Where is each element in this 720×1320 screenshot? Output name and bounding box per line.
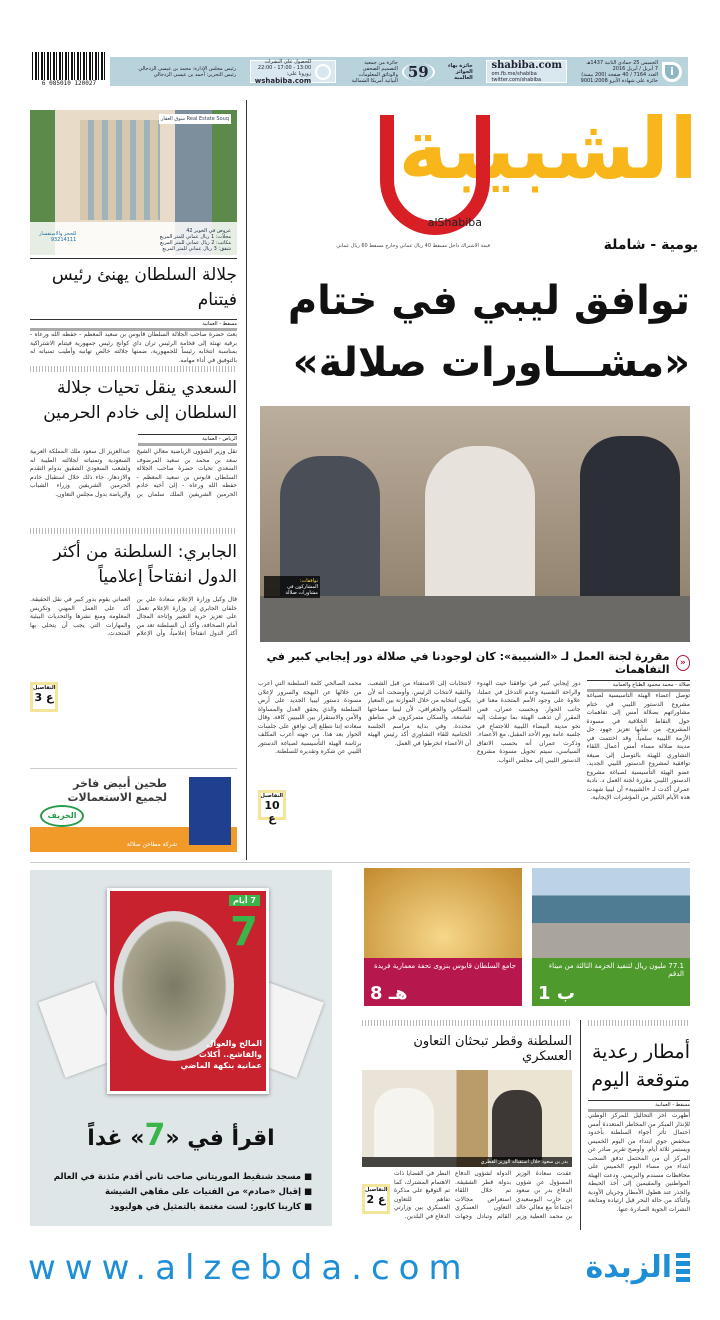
awards-label: جائزة بهاء الجوائز العالمية: [447, 62, 473, 81]
teaser-section: هـ: [388, 983, 408, 1004]
byline: مسقط - العمانية: [588, 1100, 690, 1112]
article-column: لانتخابات إلى الاستفتاء من قبل الشعب. والنقية لانتخاب الرئيس. وأوضحت أنه لأن يكون انتخابه من خلال الموازنة بين المعيار السكاني والجغرافي، لأن ليبيا مساحتها شاسعة، والسكان متمركزون في مناطق محددة. وفي بداية مراسم الجلسة الختامية للقاء التشاوري أكد رئيس الهيئة أن الأعضاء انخرطوا في العمل.: [367, 680, 471, 747]
headline[interactable]: السعدي ينقل تحيات جلالة السلطان إلى خادم الحرمين: [43, 378, 237, 423]
details-page: 10 ع: [264, 799, 280, 825]
bullet-text: إقبال «صادم» من الفتيات على مقاهي الشيشة: [104, 1187, 301, 1197]
date-line-2: 7 أبريل / أبريل 2016: [612, 65, 658, 72]
divider: [30, 528, 237, 534]
ad-offer: محلات: 1 ريال عماني للمتر المربع: [159, 234, 231, 240]
twitter-link[interactable]: twitter.com/shabiba: [491, 77, 542, 83]
person: [492, 1090, 542, 1160]
byline: صلالة - محمد محمود الطباخ والعمانية: [587, 680, 691, 692]
ad-headline: لجميع الاستعمالات: [67, 791, 167, 804]
teaser-section: ب: [556, 983, 575, 1004]
byline: مسقط - العمانية: [30, 319, 237, 331]
teaser-mosque[interactable]: [364, 868, 522, 1006]
column-rule: [580, 1020, 581, 1230]
ad-offer: شقق: 3 ريال عماني للمتر المربع: [162, 246, 231, 252]
promo-prefix: اقرأ في «: [165, 1126, 275, 1151]
footer-logo: [585, 1250, 690, 1285]
magazine-cover: [107, 888, 269, 1094]
bullet-text: كارينا كابور: لست مغتمة بالتمثيل في هوليوود: [109, 1202, 301, 1212]
article-column: توصل أعضاء الهيئة التأسيسية لصياغة مشروع الدستور الليبي في ختام مشاوراتهم بصلالة أمس إلى تفاهمات حول النقاط الخلافية في مسودة المشروع، من شأنها تعزيز جهود حل الأزمة الليبية سلمياً. وقد اختتمت في مدينة صلالة مساء أمس أعمال اللقاء التشاوري للهيئة بالتوصل إلى صيغة توافقية لمشروع الدستور الليبي الجديد. عضو الهيئة التأسيسية لصياغة مشروع الدستور الليبي مقررة لجنة العمل د. نادية عمران أكدت لـ «الشبيبة» أن ليبيا شهدت هذه الأيام الكثير من المؤشرات الإيجابية.: [586, 692, 690, 801]
bullet-text: مسجد شنقيط الموريتاني صاحب ثاني أقدم مئذنة في العالم: [53, 1172, 301, 1182]
section-divider: [30, 862, 690, 863]
details-label: التفاصيل: [365, 1187, 388, 1193]
details-label: التفاصيل: [260, 793, 283, 799]
person: [580, 436, 680, 606]
info-icon: i: [662, 62, 682, 82]
masthead-info-bar: [110, 57, 688, 86]
date-line: الخميس 25 جمادى الثانية 1437هـ: [586, 59, 658, 66]
logo-latin: alShabiba: [427, 216, 482, 229]
staff-info: [116, 66, 236, 78]
magazine-cover-title: 7 أيام: [229, 895, 260, 906]
whatsapp-site-link[interactable]: wshabiba.com: [254, 76, 312, 85]
story-weather: [588, 1020, 690, 1220]
editor-in-chief: رئيس التحرير: أحمد بن عيسى الزدجالي: [153, 71, 237, 78]
photo-caption: بدر بن سعود خلال استقباله الوزير القطري: [362, 1157, 572, 1167]
teaser-port[interactable]: [532, 868, 690, 1006]
details-box[interactable]: [258, 790, 286, 825]
awards-info: [350, 60, 473, 84]
ad-headline: طحين أبيض فاخر: [73, 777, 167, 790]
divider: [30, 366, 237, 372]
headline[interactable]: السلطنة وقطر تبحثان التعاون العسكري: [413, 1034, 572, 1064]
whatsapp-icon: [315, 64, 331, 80]
caption-title: توافقات:: [299, 578, 318, 584]
details-page: 3 ع: [34, 691, 54, 704]
ad-contact-label: للحجز والاستفسار: [39, 231, 77, 237]
byline: الرياض - العمانية: [138, 434, 237, 446]
awards-count: 59: [402, 63, 435, 81]
teaser-text: جامع السلطان قابوس بنزوى تحفة معمارية فريدة: [374, 962, 516, 970]
footer-logo-text: الزبدة: [585, 1250, 672, 1285]
logo: الشبيبة: [398, 100, 698, 198]
article-column: دور إيجابي كبير في توافقنا حيث الهدوء والراحة النفسية وعدم التدخل في عملنا، علاوة على وجود الأمم المتحدة معنا في جانب الحوار. وبحسب عمران، فمن المقرر أن تذهب الهيئة بما توصلت إليه نحو مدينة البيضاء الليبية للاجتماع في جلسة عامة يوم الأحد المقبل، مع الأعضاء. وذكرت عمران أنه بحسب الاتفاق السياسي، سيتم تحويل مسودة مشروع الدستور الليبي إلى مجلس النواب.: [477, 680, 581, 764]
magazine-logo: 7: [230, 909, 258, 955]
person: [425, 446, 535, 606]
caption-text: المشاركون في مشاورات صلالة: [285, 584, 318, 596]
teaser-page: 8: [370, 983, 383, 1004]
main-headline[interactable]: [250, 270, 690, 394]
web-links: [486, 60, 566, 83]
barcode-number: 6 085010 120027: [32, 80, 106, 87]
promo-bullets: [54, 1170, 312, 1215]
ad-brand: سوق العقار Real Estate Souq: [161, 116, 229, 122]
flour-bag-image: [189, 777, 231, 845]
main-headline-line2: «مشـــاورات صلالة»: [292, 340, 690, 386]
realestate-ad[interactable]: [30, 110, 237, 255]
issue-info: [581, 60, 682, 84]
story-jabri: [30, 528, 237, 752]
article-body: عقدت سعادة الوزير المسؤول عن شؤون الدفاع بدر بن سعود بن حارب البوسعيدي اجتماعاً مع معالي خالد بن محمد العطية وزير الدولة لشؤون الدفاع بدولة قطر الشقيقة. تم خلال اللقاء استعراض مجالات التعاون العسكري القائم وتبادل وجهات النظر في القضايا ذات الاهتمام المشترك، كما تم التوقيع على مذكرة تفاهم للتعاون العسكري بين وزارتي الدفاع في البلدين.: [394, 1170, 572, 1220]
article-body: بعث حضرة صاحب الجلالة السلطان قابوس بن سعيد المعظم - حفظه الله ورعاه - برقية تهنئة إلى فخامة الرئيس تران داي كوانج رئيس جمهورية فيتنام الاشتراكية بمناسبة انتخابه رئيساً للجمهورية، ضمنها جلالته خالص تهانيه وأطيب تمنياته له بالتوفيق في أداء مهامه.: [30, 331, 237, 364]
building-image: [80, 120, 160, 220]
main-photo[interactable]: [260, 406, 690, 642]
article-column: محمد الصالحي كلمة السلطنة التي أعرب من خلالها عن البهجة والسرور لإعلان مسودة دستور ليبيا الجديد على أرض السلطنة والذي يحقق العدل والمساواة والأمن والاستقرار بين الليبيين كافة. وقال سعادته إننا نتطلع إلى توافق على جلسات الحوار بعد هذا. من جهته أعرب المكلف برئاسة الهيئة التأسيسية لصياغة الدستور الليبي عن شكره وتقديره للسلطنة.: [258, 680, 362, 755]
teaser-label: [532, 958, 690, 1006]
teaser-text: 77.1 مليون ريال لتنفيذ الحزمة الثالثة من ميناء الدقم: [548, 962, 684, 978]
board-chair: رئيس مجلس الإدارة: محمد بن عيسى الزدجالي: [138, 65, 237, 72]
article-body: نقل وزير الشؤون الرياضية معالي الشيخ سعد بن محمد بن سعيد المرضوف السعدي تحيات حضرة صاحب الجلالة السلطان قابوس بن سعيد المعظم - حفظه الله ورعاه - إلى أخيه خادم الحرمين الشريفين الملك سلمان بن عبدالعزيز آل سعود ملك المملكة العربية السعودية وتمنياته لجلالته الطيبة له ولشعب السعودي الشقيق بدوام التقدم والازدهار. جاء ذلك خلال استقبال خادم الحرمين الشريفين وزراء الشباب والرياضة بدول مجلس التعاون.: [30, 448, 237, 498]
subscription-note: قيمة الاشتراك داخل مسقط 40 ريال عماني وخارج مسقط 60 ريال عماني: [336, 243, 490, 249]
person: [374, 1088, 434, 1158]
teaser-label: [364, 958, 522, 1006]
details-box[interactable]: [30, 682, 58, 712]
qatar-photo[interactable]: [362, 1070, 572, 1167]
details-page: 2 ع: [366, 1193, 386, 1206]
details-label: التفاصيل: [33, 685, 56, 691]
whatsapp-hours: 13:00 - 17:00 - 22:00: [257, 64, 312, 71]
brand-logo: الخريف: [40, 805, 84, 827]
issue-line: العدد 7164 / 40 صفحة (200 بيسة): [581, 71, 658, 78]
magazine-promo[interactable]: [30, 870, 332, 1226]
license-line: حائزة على شهادة الأيزو 9001:2008: [580, 77, 658, 84]
table: [260, 596, 690, 642]
headline[interactable]: جلالة السلطان يهنئ رئيس فيتنام: [51, 265, 237, 310]
headline[interactable]: [588, 1038, 690, 1094]
ad-footer: شركة مطاحن صلالة: [126, 841, 177, 848]
headline-line: أمطار رعدية: [591, 1041, 690, 1063]
story-saadi: [30, 366, 237, 524]
cover-story-line: والقاشع.. أكلات: [198, 1050, 262, 1059]
whatsapp-title: للحصول على النشرات: [264, 58, 312, 65]
promo-title: [30, 1118, 332, 1153]
headline[interactable]: الجابري: السلطنة من أكثر الدول انفتاحاً إعلامياً: [53, 542, 237, 587]
main-article-columns: [258, 680, 690, 860]
whatsapp-box: [250, 60, 336, 83]
footer-url[interactable]: www.alzebda.com: [28, 1248, 471, 1288]
footer-logo-icon: [676, 1253, 690, 1283]
ad-phone: 93214111: [50, 237, 77, 243]
main-headline-line1: توافق ليبي في ختام: [287, 278, 690, 324]
ad-offer: مكاتب: 2 ريال عماني للمتر المربع: [160, 240, 231, 246]
article-body: أظهرت آخر التحاليل للمركز الوطني للإنذار المبكر من المخاطر المتعددة أمس احتمال تأثر أجواء السلطنة بأخدود منخفض جوي ابتداء من اليوم الخميس ويستمر ثلاثة أيام. وأوضح تقرير صادر عن المركز أن من المحتمل تدفق السحب ابتداء من مساء اليوم الخميس على محافظات مسندم والبريمي. ودعت الهيئة المواطنين والمقيمين إلى أخذ الحيطة والحذر عند هطول الأمطار وجريان الأودية والتأكد من حالة البحر قبل ارتياده ومتابعة النشرات الجوية الصادرة عنها.: [588, 1112, 690, 1213]
tagline: يومية - شاملة: [603, 237, 698, 253]
awards-desc: جائزة من جمعية التصميم الصحفي والوثائق المعلومات البيانية أمريكا الشمالية: [351, 59, 398, 84]
promo-suffix: » غداً: [87, 1126, 145, 1151]
divider: [362, 1020, 572, 1026]
photo-caption: [264, 576, 320, 598]
flour-ad[interactable]: [30, 768, 237, 852]
divider: [588, 1020, 690, 1026]
subheadline[interactable]: [260, 650, 690, 676]
headline-line: متوقعة اليوم: [591, 1069, 690, 1091]
subheadline-text: مقررة لجنة العمل لـ «الشبيبة»: كان لوجودنا في صلالة دور إيجابي كبير في التفاهمات: [266, 650, 670, 676]
cover-story-line: عمانية بنكهة الماضي: [180, 1061, 262, 1070]
ad-offers-title: عروض في الخوير 42: [186, 228, 231, 234]
story-sultan-vietnam: [30, 258, 237, 383]
whatsapp-visit: زورونا على:: [286, 70, 312, 77]
promo-bullet: ■ مسجد شنقيط الموريتاني صاحب ثاني أقدم مئذنة في العالم: [53, 1172, 312, 1182]
article-body: قال وكيل وزارة الإعلام سعادة علي بن خلفان الجابري إن وزارة الإعلام تعمل على تعزيز حرية التعبير وإتاحة المجال أمام الصحافة، وأكد أن السلطنة تعد من أكثر الدول انفتاحاً إعلامياً، وأن الإعلام العماني يقوم بدور كبير في نقل الحقيقة. أكد على العمل المهني وتكريس المعلومة ومنع نشرها والتحديات البيئية والمهارات التي يجب أن يتحلى بها المتحدث.: [30, 596, 237, 637]
details-box[interactable]: [362, 1184, 390, 1214]
column-rule: [246, 100, 247, 860]
teaser-page: 1: [538, 983, 551, 1004]
quote-icon: «: [676, 655, 690, 671]
promo-number: 7: [144, 1118, 166, 1153]
story-qatar: [362, 1020, 572, 1240]
promo-bullet: ■ إقبال «صادم» من الفتيات على مقاهي الشيشة: [104, 1187, 312, 1197]
website-link[interactable]: shabiba.com: [491, 60, 562, 71]
facebook-link[interactable]: om.fb.me/shabiba: [491, 71, 537, 77]
promo-bullet: ■ كارينا كابور: لست مغتمة بالتمثيل في هوليوود: [109, 1202, 312, 1212]
cover-story-line: المالح والعوال: [206, 1039, 262, 1048]
